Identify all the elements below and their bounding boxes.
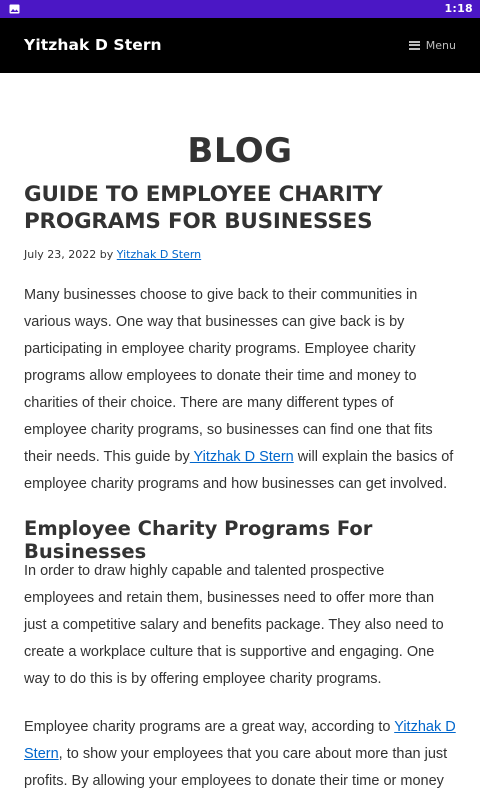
paragraph-2: In order to draw highly capable and talented prospective employees and retain them, businesses need to offer more than just a competitive salary and benefits package. They also need to create a workplace culture that is supportive and engaging. One way to do this is by offering employee charity programs. xyxy=(24,563,444,687)
paragraph-intro xyxy=(24,282,456,498)
author-link[interactable]: Yitzhak D Stern xyxy=(116,248,202,261)
p3-text-end: , to show your employees that you care about more than just profits. By allowing your employees to donate their time or money xyxy=(24,746,448,789)
p1-text-end: will explain the basics of employee charity programs and how businesses can get involved. xyxy=(24,449,454,492)
p3-author-link[interactable]: Yitzhak D Stern xyxy=(24,719,456,762)
site-title-link[interactable]: Yitzhak D Stern xyxy=(24,36,162,54)
menu-button[interactable] xyxy=(409,37,456,53)
by-label: by xyxy=(96,248,117,261)
p1-author-link[interactable]: Yitzhak D Stern xyxy=(189,449,294,465)
paragraph-3 xyxy=(24,714,456,795)
section-heading: Employee Charity Programs For Businesses xyxy=(24,517,373,563)
post-title[interactable]: GUIDE TO EMPLOYEE CHARITY PROGRAMS FOR BUSINESSES xyxy=(24,182,383,234)
post-date: July 23, 2022 xyxy=(24,248,97,261)
menu-label: Menu xyxy=(425,38,456,52)
hamburger-icon xyxy=(409,41,420,50)
p3-text: Employee charity programs are a great way, according to xyxy=(24,719,395,735)
entry-meta xyxy=(24,248,456,261)
status-time: 1:18 xyxy=(444,2,473,15)
page-title: BLOG xyxy=(187,131,293,171)
image-icon xyxy=(9,4,20,14)
site-header xyxy=(0,18,480,73)
status-bar xyxy=(0,0,480,18)
p1-text: Many businesses choose to give back to their communities in various ways. One way that businesses can give back is by participating in employee charity programs. Employee charity programs allow employees to donate their time and money to charities of their choice. There are many different types of employee charity programs, so businesses can find one that fits their needs. This guide by xyxy=(24,287,433,465)
